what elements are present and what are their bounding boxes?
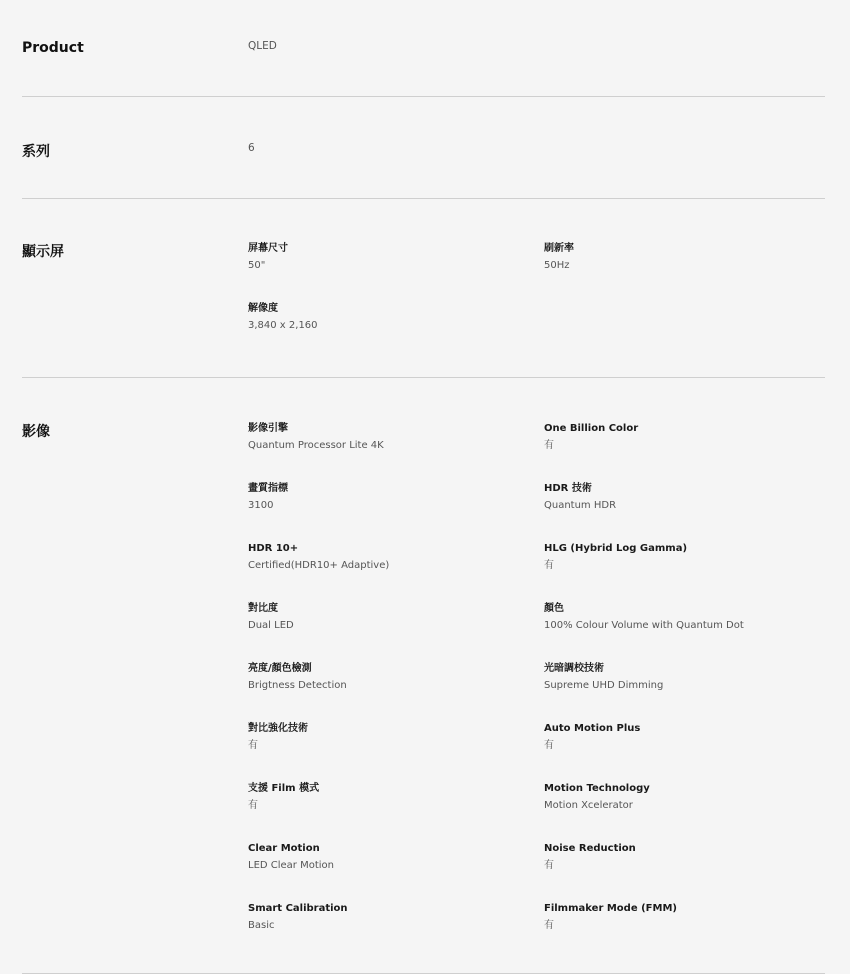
- spec-label: 畫質指標: [248, 483, 288, 494]
- spec-label: One Billion Color: [544, 423, 639, 434]
- spec-section-series: [22, 97, 825, 199]
- spec-label: 影像引擎: [248, 423, 288, 434]
- spec-value: LED Clear Motion: [248, 860, 335, 871]
- spec-grid: [248, 242, 808, 362]
- spec-value: Quantum HDR: [544, 500, 617, 511]
- spec-label: 顏色: [544, 603, 564, 614]
- spec-value: Basic: [248, 920, 275, 931]
- spec-label: 對比度: [248, 603, 278, 614]
- spec-item: [248, 542, 544, 602]
- spec-item: [248, 242, 544, 302]
- spec-value: 有: [544, 440, 554, 451]
- spec-item: [248, 782, 544, 842]
- spec-label: Auto Motion Plus: [544, 723, 641, 734]
- spec-item: [248, 302, 544, 362]
- spec-item: [248, 482, 544, 542]
- spec-label: 刷新率: [544, 243, 574, 254]
- spec-value: 6: [248, 142, 255, 154]
- spec-item: [248, 602, 544, 662]
- spec-item: [544, 542, 808, 602]
- spec-label: 解像度: [248, 303, 278, 314]
- spec-item: [248, 842, 544, 902]
- spec-value: Dual LED: [248, 620, 294, 631]
- spec-value: QLED: [248, 40, 277, 52]
- spec-label: HDR 10+: [248, 543, 299, 554]
- spec-label: 屏幕尺寸: [248, 243, 288, 254]
- spec-value: 有: [544, 560, 554, 571]
- spec-label: 亮度/顏色檢測: [248, 663, 312, 674]
- spec-value: 有: [544, 740, 554, 751]
- spec-item: [544, 902, 808, 962]
- spec-item: [544, 422, 808, 482]
- spec-value: Brigtness Detection: [248, 680, 347, 691]
- spec-label: Clear Motion: [248, 843, 320, 854]
- spec-item: [544, 842, 808, 902]
- spec-value: Motion Xcelerator: [544, 800, 633, 811]
- spec-item: [248, 662, 544, 722]
- spec-label: Smart Calibration: [248, 903, 348, 914]
- spec-section-video: [22, 378, 825, 974]
- spec-value: 3,840 x 2,160: [248, 320, 318, 331]
- spec-label: HDR 技術: [544, 483, 592, 494]
- spec-item: [544, 602, 808, 662]
- spec-value: 有: [544, 860, 554, 871]
- spec-value: 有: [248, 800, 258, 811]
- spec-label: Noise Reduction: [544, 843, 636, 854]
- spec-item: [544, 482, 808, 542]
- spec-value: Quantum Processor Lite 4K: [248, 440, 384, 451]
- spec-item: [544, 662, 808, 722]
- spec-label: Motion Technology: [544, 783, 650, 794]
- spec-label: 支援 Film 模式: [248, 783, 320, 794]
- spec-item: [544, 722, 808, 782]
- spec-value: 50": [248, 260, 266, 271]
- section-title: 顯示屏: [22, 244, 64, 260]
- spec-label: 光暗調校技術: [544, 663, 604, 674]
- spec-value: 有: [248, 740, 258, 751]
- spec-value: Certified(HDR10+ Adaptive): [248, 560, 390, 571]
- spec-item: [248, 422, 544, 482]
- spec-section-product: [22, 0, 825, 97]
- section-title: 系列: [22, 144, 50, 160]
- spec-item: [544, 242, 808, 302]
- spec-item: [248, 722, 544, 782]
- spec-item: [544, 782, 808, 842]
- spec-grid: [248, 422, 808, 962]
- spec-item: [248, 902, 544, 962]
- section-title: Product: [22, 40, 84, 56]
- spec-value: 50Hz: [544, 260, 570, 271]
- spec-value: 3100: [248, 500, 274, 511]
- spec-value: Supreme UHD Dimming: [544, 680, 664, 691]
- spec-value: 有: [544, 920, 554, 931]
- spec-label: 對比強化技術: [248, 723, 308, 734]
- section-title: 影像: [22, 424, 50, 440]
- spec-value: 100% Colour Volume with Quantum Dot: [544, 620, 744, 631]
- spec-section-display: [22, 199, 825, 378]
- spec-label: Filmmaker Mode (FMM): [544, 903, 677, 914]
- spec-label: HLG (Hybrid Log Gamma): [544, 543, 688, 554]
